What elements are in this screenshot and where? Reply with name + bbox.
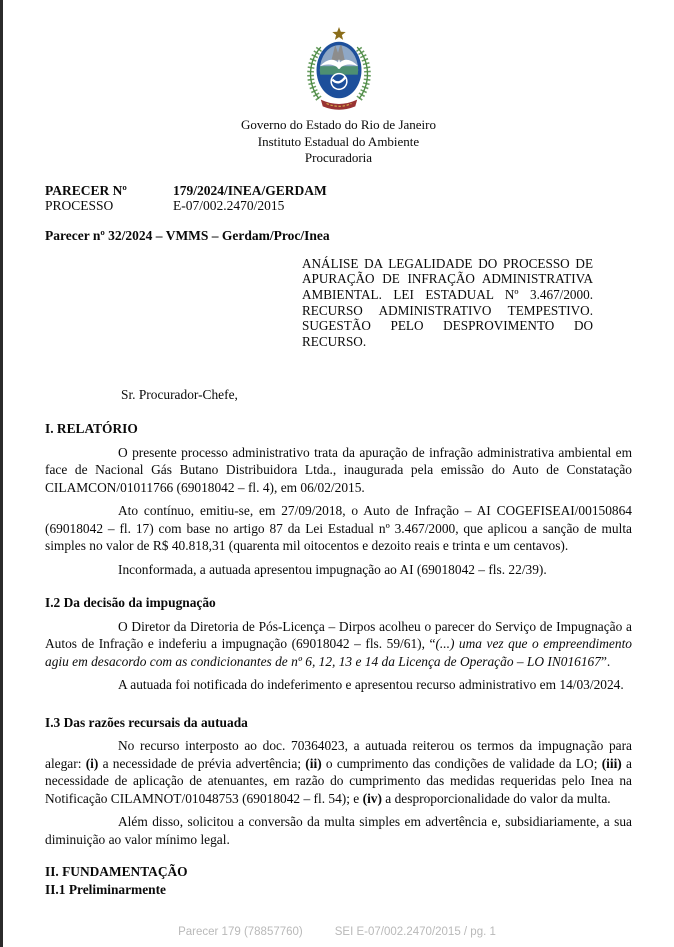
footer-sei-ref: SEI E-07/002.2470/2015 / pg. 1 xyxy=(334,926,496,938)
paragraph-decisao-1 xyxy=(45,618,632,671)
razoes-item-iii: (iii) xyxy=(601,755,622,771)
paragraph-razoes-1 xyxy=(45,737,632,807)
razoes-item-iv: (iv) xyxy=(362,790,382,806)
heading-preliminarmente: II.1 Preliminarmente xyxy=(45,881,166,897)
razoes-s4: a necessidade de aplicação de atenuantes, em razão do cumprimento das medidas requeridas pelo Inea na Notificação CILAMNOT/01048753 (69018042 – fl. 54); e xyxy=(45,755,632,806)
page-footer xyxy=(0,926,674,938)
letterhead-institute: Instituto Estadual do Ambiente xyxy=(257,133,420,149)
paragraph-relatorio-3: Inconformada, a autuada apresentou impugnação ao AI (69018042 – fls. 22/39). xyxy=(118,561,547,577)
paragraph-razoes-2: Além disso, solicitou a conversão da multa simples em advertência e, subsidiariamente, a sua diminuição ao valor mínimo legal. xyxy=(45,814,632,847)
letterhead xyxy=(45,26,632,167)
heading-razoes-recursais: I.3 Das razões recursais da autuada xyxy=(45,714,248,730)
razoes-item-i: (i) xyxy=(85,755,99,771)
processo-number: E-07/002.2470/2015 xyxy=(173,198,285,213)
paragraph-relatorio-1: O presente processo administrativo trata da apuração de infração administrativa ambiental em face de Nacional Gás Butano Distribuidora Ltda., inaugurada pela emissão do Auto de Constatação CILAMCON/01011766 (69018042 – fl. 4), em 06/02/2015. xyxy=(45,444,632,495)
paragraph-relatorio-2: Ato contínuo, emitiu-se, em 27/09/2018, o Auto de Infração – AI COGEFISEAI/00150864 (69018042 – fl. 17) com base no artigo 87 da Lei Estadual nº 3.467/2000, que aplicou a sanção de multa simples no valor de R$ 40.818,31 (quarenta mil oitocentos e dezoito reais e trinta e um centavos). xyxy=(45,503,632,554)
razoes-s3: o cumprimento das condições de validade da LO; xyxy=(321,755,602,771)
ementa-summary: ANÁLISE DA LEGALIDADE DO PROCESSO DE APURAÇÃO DE INFRAÇÃO ADMINISTRATIVA AMBIENTAL. LEI ESTADUAL Nº 3.467/2000. RECURSO ADMINISTRATIVO TEMPESTIVO. SUGESTÃO PELO DESPROVIMENTO DO RECURSO. xyxy=(302,255,593,350)
razoes-s5: a desproporcionalidade do valor da multa. xyxy=(381,790,611,806)
fundamentacao-block xyxy=(45,863,632,898)
paragraph-decisao-2: A autuada foi notificada do indeferimento e apresentou recurso administrativo em 14/03/2024. xyxy=(118,677,624,693)
decisao-quote: (...) uma vez que o empreendimento agiu em desacordo com as condicionantes de nº 6, 12, 13 e 14 da Licença de Operação – LO IN016167 xyxy=(45,636,632,669)
heading-relatorio: I. RELATÓRIO xyxy=(45,421,138,437)
parecer-reference-line: Parecer nº 32/2024 – VMMS – Gerdam/Proc/Inea xyxy=(45,227,330,243)
page-left-edge xyxy=(0,0,3,947)
razoes-s2: a necessidade de prévia advertência; xyxy=(98,755,306,771)
letterhead-government: Governo do Estado do Rio de Janeiro xyxy=(241,117,436,132)
rio-de-janeiro-coat-of-arms-icon xyxy=(291,26,387,114)
processo-row xyxy=(45,198,632,214)
letterhead-department: Procuradoria xyxy=(304,150,373,165)
heading-decisao-impugnacao: I.2 Da decisão da impugnação xyxy=(45,595,216,611)
decisao-text-end: ”. xyxy=(600,653,611,669)
footer-document-ref: Parecer 179 (78857760) xyxy=(178,926,303,938)
decisao-text-start: O Diretor da Diretoria de Pós-Licença – Dirpos acolheu o parecer do Serviço de Impugnação a Autos de Infração e indeferiu a impugnação (69018042 – fls. 59/61), “ xyxy=(45,618,632,652)
parecer-label: PARECER Nº xyxy=(45,182,127,198)
parecer-number: 179/2024/INEA/GERDAM xyxy=(173,182,327,198)
razoes-s1: No recurso interposto ao doc. 70364023, a autuada reiterou os termos da impugnação para alegar: xyxy=(45,738,632,771)
parecer-row xyxy=(45,183,632,199)
salutation: Sr. Procurador-Chefe, xyxy=(121,386,238,402)
razoes-item-ii: (ii) xyxy=(305,755,322,771)
processo-label: PROCESSO xyxy=(45,198,114,213)
identification-block xyxy=(45,183,632,214)
heading-fundamentacao: II. FUNDAMENTAÇÃO xyxy=(45,864,188,880)
